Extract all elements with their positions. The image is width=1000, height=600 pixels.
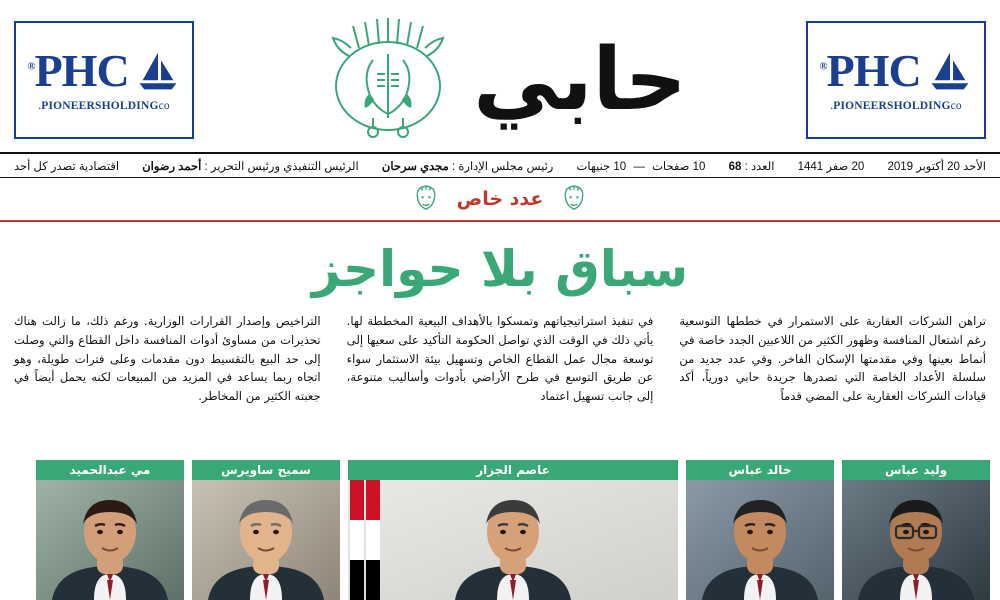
portrait-caption: خالد عباس [686,460,834,480]
logo-subtitle-right [830,100,962,112]
pages-count: 10 صفحات [652,160,706,173]
special-issue-band [0,178,1000,222]
logo-left [14,21,194,139]
editor-label: الرئيس التنفيذي ورئيس التحرير : [204,160,359,173]
registered-mark: ® [819,60,827,73]
portrait-photo [192,480,340,600]
pages-price-group: 10 صفحات — 10 جنيهات [576,160,706,173]
portrait-caption: مي عبدالحميد [36,460,184,480]
chairman-name: مجدي سرحان [381,160,449,173]
special-issue-label: عدد خاص [456,188,544,210]
portrait-card[interactable] [36,460,184,600]
article-column-2: في تنفيذ استراتيجياتهم وتمسكوا بالأهداف البيعية المخططة لها. يأتي ذلك في الوقت الذي تواصل الحكومة التأكيد على سعيها إلى توسعة مجال عمل القطاع الخاص وتسهيل بيئة الاستثمار سواء عن طريق التوسع في طرح الأراضي بأدوات وأساليب متنوعة، إلى جانب تسهيل اعتماد [346,314,654,404]
page-title: حابي [473,30,687,130]
sailboat-icon [927,48,973,94]
portrait-illustration [36,480,184,600]
date-hijri: 20 صفر 1441 [797,160,865,173]
article-column-3: التراخيص وإصدار القرارات الوزارية. ورغم ذلك، ما زالت هناك تحذيرات من مساوئ أدوات المنافسة داخل القطاع والتي وصلت إلى حد البيع بالتقسيط دون مقدمات وعلى فترات طويلة، وهو اتجاه ربما يساعد في المزيد من المبيعات لكنه يحمل أيضاً في جعبته الكثير من المخاطر. [13,314,321,404]
editor-name: أحمد رضوان [142,160,202,173]
portrait-card[interactable] [686,460,834,600]
logo-subtitle-left [38,100,170,112]
logo-letters: PHC [826,45,921,96]
portrait-caption: وليد عباس [842,460,990,480]
masthead [0,0,1000,152]
tagline: اقتصادية تصدر كل أحد [14,160,120,173]
portrait-card[interactable] [192,460,340,600]
portrait-illustration [348,480,678,600]
logo-right [806,21,986,139]
logo-subtitle-rest: co. [38,100,170,112]
logo-subtitle-rest: co. [830,100,962,112]
issue-number: 68 [728,160,742,173]
logo-text-right [819,45,921,96]
pharaoh-head-icon [557,182,591,216]
logo-subtitle-bold: PIONEERSHOLDING [833,100,951,112]
portrait-caption: عاصم الجزار [348,460,678,480]
title-block [194,14,806,146]
logo-text-left [27,45,129,96]
portrait-caption: سميح ساويرس [192,460,340,480]
portrait-card[interactable] [842,460,990,600]
logo-letters: PHC [34,45,129,96]
issue-number-group [729,159,775,173]
portrait-photo [36,480,184,600]
chairman-group [382,159,553,173]
article-column-1: تراهن الشركات العقارية على الاستمرار في خططها التوسعية رغم اشتعال المنافسة وظهور الكثير من اللاعبين الجدد خاصة في أنماط بعينها وفي مقدمتها الإسكان الفاخر. وفي عدد جديد من سلسلة الأعداد الخاصة التي تصدرها جريدة حابي دورياً، أكد قيادات الشركات العقارية على المضي قدماً [679,314,986,404]
portrait-illustration [686,480,834,600]
main-headline: سباق بلا حواجز [311,240,689,298]
pharaonic-twin-faces-emblem [313,14,463,146]
portrait-illustration [842,480,990,600]
editor-group [142,159,359,173]
portrait-photo [348,480,678,600]
portrait-photo [842,480,990,600]
issue-info-bar [0,152,1000,178]
date-gregorian: الأحد 20 أكتوبر 2019 [887,160,986,173]
pharaoh-head-icon [409,182,443,216]
portrait-photo [686,480,834,600]
price: 10 جنيهات [576,160,627,173]
issue-label: العدد : [744,160,775,173]
portrait-strip [0,460,1000,600]
logo-subtitle-bold: PIONEERSHOLDING [41,100,159,112]
registered-mark: ® [27,60,35,73]
article-body [0,308,1000,406]
sailboat-icon [135,48,181,94]
chairman-label: رئيس مجلس الإدارة : [451,160,554,173]
portrait-card[interactable] [348,460,678,600]
portrait-illustration [192,480,340,600]
